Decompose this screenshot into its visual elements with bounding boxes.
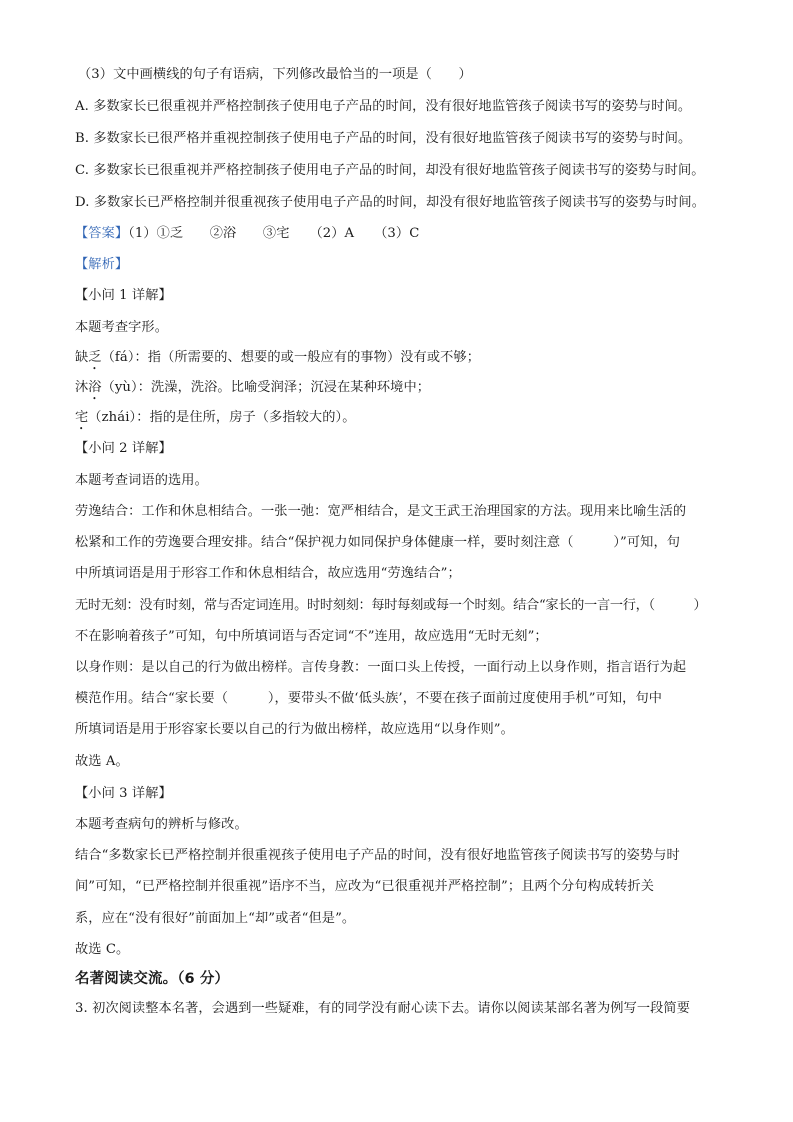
option-a: A. 多数家长已很重视并严格控制孩子使用电子产品的时间，没有很好地监管孩子阅读书写的姿势与时间。	[75, 99, 692, 114]
q1-item-1-char: 乏	[88, 350, 102, 365]
q1-item-1	[75, 349, 480, 373]
q3-conclusion: 故选 C。	[75, 942, 130, 957]
q2-line-3: 中所填词语是用于形容工作和休息相结合，故应选用“劳逸结合”；	[75, 566, 461, 581]
q2-line-8: 所填词语是用于形容家长要以自己的行为做出榜样，故应选用“以身作则”。	[75, 722, 514, 737]
q1-item-3-char: 宅	[75, 410, 89, 425]
section-title: 名著阅读交流。（6 分）	[75, 971, 230, 987]
q2-line-7: 模范作用。结合“家长要（ ），要带头不做‘低头族’，不要在孩子面前过度使用手机”可知，句中	[75, 691, 663, 706]
q1-item-1-post: （fá）：指（所需要的、想要的或一般应有的事物）没有或不够；	[101, 350, 480, 365]
q2-intro: 本题考查词语的选用。	[75, 473, 208, 488]
q2-line-4: 无时无刻：没有时刻，常与否定词连用。时时刻刻：每时每刻或每一个时刻。结合“家长的一言一行，（ ）	[75, 598, 707, 613]
q1-item-3-post: （zhái）：指的是住所，房子（多指较大的）。	[88, 410, 356, 425]
answer-tag: 【答案】	[75, 226, 129, 241]
q1-item-3	[75, 409, 355, 433]
q2-heading: 【小问 2 详解】	[75, 441, 172, 456]
q1-item-2	[75, 379, 430, 403]
q3-heading: 【小问 3 详解】	[75, 786, 172, 801]
option-c: C. 多数家长已很重视并严格控制孩子使用电子产品的时间，却没有很好地监管孩子阅读书写的姿势与时间。	[75, 163, 705, 178]
answer-line	[75, 225, 419, 243]
q3-intro: 本题考查病句的辨析与修改。	[75, 817, 248, 832]
q2-line-1: 劳逸结合：工作和休息相结合。一张一弛：宽严相结合，是文王武王治理国家的方法。现用来比喻生活的	[75, 504, 687, 519]
option-d: D. 多数家长已严格控制并很重视孩子使用电子产品的时间，却没有很好地监管孩子阅读书写的姿势与时间。	[75, 195, 706, 210]
analysis-tag: 【解析】	[75, 257, 129, 272]
q1-intro: 本题考查字形。	[75, 320, 169, 335]
question-3-stem: （3）文中画横线的句子有语病，下列修改最恰当的一项是（ ）	[78, 67, 472, 82]
q1-item-2-pre: 沐	[75, 380, 89, 395]
q1-heading: 【小问 1 详解】	[75, 288, 172, 303]
q3-line-2: 间”可知，“已严格控制并很重视”语序不当，应改为“已很重视并严格控制”；且两个分句构成转折关	[75, 879, 654, 894]
q3-line-3: 系，应在“没有很好”前面加上“却”或者“但是”。	[75, 911, 356, 926]
q1-item-2-post: （yù）：洗澡，洗浴。比喻受润泽；沉浸在某种环境中；	[101, 380, 431, 395]
q1-item-1-pre: 缺	[75, 350, 89, 365]
q2-conclusion: 故选 A。	[75, 754, 129, 769]
q2-line-6: 以身作则：是以自己的行为做出榜样。言传身教：一面口头上传授，一面行动上以身作则，指言语行为起	[75, 660, 687, 675]
q2-line-5: 不在影响着孩子”可知，句中所填词语与否定词“不”连用，故应选用“无时无刻”；	[75, 629, 548, 644]
q3-line-1: 结合“多数家长已严格控制并很重视孩子使用电子产品的时间，没有很好地监管孩子阅读书写的姿势与时	[75, 848, 680, 863]
option-b: B. 多数家长已很严格并重视控制孩子使用电子产品的时间，没有很好地监管孩子阅读书写的姿势与时间。	[75, 131, 692, 146]
question-3-text: 3. 初次阅读整本名著，会遇到一些疑难，有的同学没有耐心读下去。请你以阅读某部名著为例写一段简要	[75, 1001, 691, 1016]
q1-item-2-char: 浴	[88, 380, 102, 395]
q2-line-2: 松紧和工作的劳逸要合理安排。结合“保护视力如同保护身体健康一样，要时刻注意（ ）”可知，句	[75, 535, 681, 550]
answer-text: （1）①乏 ②浴 ③宅 （2）A （3）C	[128, 226, 420, 241]
